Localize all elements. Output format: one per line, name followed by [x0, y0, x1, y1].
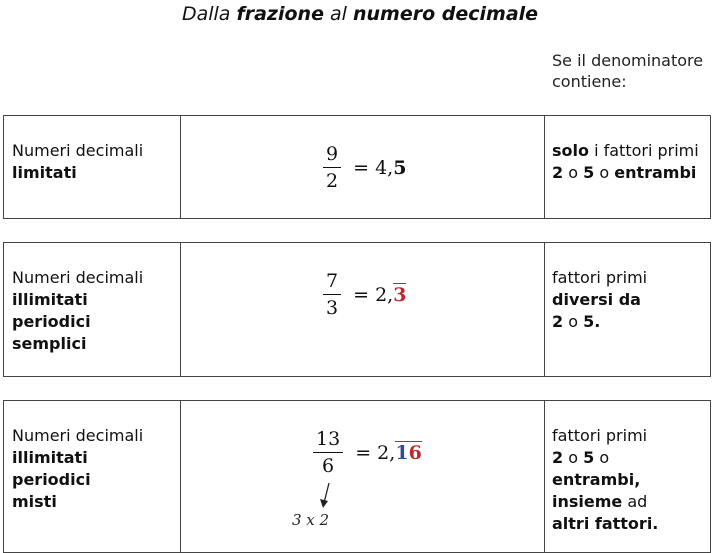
fraction-example — [323, 270, 406, 319]
rule-text: i fattori primi — [589, 141, 699, 160]
rule-bold: 2 — [552, 163, 564, 182]
type-line: periodici — [12, 470, 91, 489]
rule-bold: 2 — [552, 312, 564, 331]
example-cell — [181, 243, 545, 376]
rule-line — [552, 140, 710, 162]
rule-bold: 2 — [552, 448, 564, 467]
denominator: 2 — [326, 170, 339, 192]
rule-line: fattori primi — [552, 268, 648, 287]
rule-bold: 5 — [583, 448, 595, 467]
rule-line — [552, 162, 710, 184]
rule-text: o — [563, 448, 584, 467]
fraction-example — [313, 428, 422, 477]
rule-text: o — [594, 448, 610, 467]
title-part-1: Dalla — [181, 3, 237, 25]
row-limitati — [3, 115, 711, 219]
arrow-down-icon — [317, 481, 337, 511]
rule-line — [552, 311, 710, 333]
rule-text: o — [563, 312, 584, 331]
rule-cell — [545, 401, 710, 552]
period-digits: 3 — [393, 283, 407, 306]
row-periodici-semplici — [3, 242, 711, 377]
type-line: Numeri decimali — [12, 426, 144, 445]
repeating-part — [395, 442, 421, 464]
row-periodici-misti — [3, 400, 711, 553]
type-cell — [4, 116, 181, 218]
type-line: Numeri decimali — [12, 141, 144, 160]
type-line: Numeri decimali — [12, 268, 144, 287]
title-part-4: numero decimale — [352, 3, 539, 25]
type-line: limitati — [12, 163, 77, 182]
rule-bold: insieme — [552, 492, 623, 511]
numerator: 9 — [323, 143, 341, 168]
example-cell — [181, 401, 545, 552]
type-line: periodici — [12, 312, 91, 331]
antiperiod-digit: 1 — [395, 441, 409, 464]
rule-line: altri fattori. — [552, 514, 659, 533]
equals-result: = 4, — [347, 156, 394, 179]
denominator-factorization: 3 x 2 — [292, 511, 330, 529]
rule-line — [552, 491, 710, 513]
fraction-example — [323, 143, 406, 192]
period-digit: 6 — [408, 441, 422, 464]
rule-cell — [545, 243, 710, 376]
title-part-2: frazione — [236, 3, 324, 25]
rule-bold: solo — [552, 141, 589, 160]
equals-result: = 2, — [349, 441, 396, 464]
rule-bold: entrambi — [614, 163, 697, 182]
rule-text: ad — [622, 492, 648, 511]
example-cell — [181, 116, 545, 218]
page-title — [0, 3, 720, 25]
type-line: illimitati — [12, 448, 88, 467]
denominator: 3 — [326, 297, 339, 319]
fraction — [323, 270, 341, 319]
rule-line: fattori primi — [552, 426, 648, 445]
type-line: illimitati — [12, 290, 88, 309]
type-line: misti — [12, 492, 57, 511]
numerator: 7 — [323, 270, 341, 295]
rule-line — [552, 447, 710, 469]
rule-bold: 5 — [583, 163, 595, 182]
rule-line: diversi da — [552, 290, 641, 309]
type-cell — [4, 243, 181, 376]
decimal-digit: 5 — [393, 156, 407, 179]
rule-text: o — [563, 163, 584, 182]
rule-cell — [545, 116, 710, 218]
rule-line: entrambi, — [552, 470, 641, 489]
type-cell — [4, 401, 181, 552]
title-part-3: al — [323, 3, 353, 25]
type-line: semplici — [12, 334, 87, 353]
rule-bold: 5. — [583, 312, 601, 331]
rule-text: o — [594, 163, 615, 182]
header-note: Se il denominatore contiene: — [552, 51, 704, 91]
numerator: 13 — [313, 428, 343, 453]
denominator: 6 — [322, 455, 335, 477]
fraction — [313, 428, 343, 477]
fraction — [323, 143, 341, 192]
equals-result: = 2, — [347, 283, 394, 306]
